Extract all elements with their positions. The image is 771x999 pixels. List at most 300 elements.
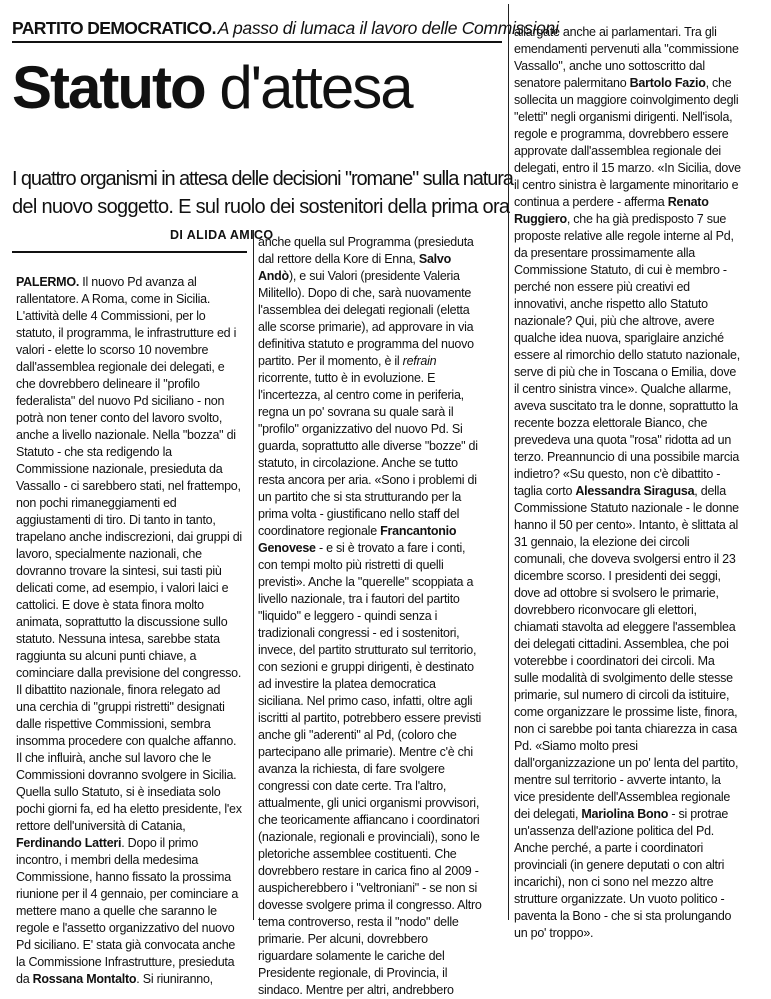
text-run: partecipano alle primarie). Mentre c'è chi: [258, 745, 473, 759]
text-line: [16, 886, 248, 903]
text-run: iscritti al partito, potrebbero essere previsti: [258, 711, 482, 725]
text-line: [514, 432, 764, 449]
text-run: ad investire la platea democratica: [258, 677, 436, 691]
text-run: . Dopo il primo: [121, 836, 199, 850]
text-line: [258, 302, 508, 319]
text-line: [514, 109, 764, 126]
text-run: Commissione Statuto, di cui è membro -: [514, 263, 727, 277]
text-line: [514, 245, 764, 262]
text-run: aveva suscitato tra le donne, soprattutto la: [514, 399, 738, 413]
text-line: [258, 540, 508, 557]
text-run: coordinatore regionale: [258, 524, 381, 538]
kicker-section: PARTITO DEMOCRATICO.: [12, 18, 216, 38]
text-line: [16, 818, 248, 835]
text-run: ricorrente, tutto è in evoluzione. E: [258, 371, 436, 385]
text-line: [514, 313, 764, 330]
text-line: [16, 852, 248, 869]
text-line: [514, 177, 764, 194]
name-highlight: Alessandra Siragusa: [575, 484, 695, 498]
text-run: Il che influirà, anche sul lavoro che le: [16, 751, 211, 765]
text-run: vice presidente dell'Assemblea regionale: [514, 790, 731, 804]
text-line: [258, 319, 508, 336]
text-run: Il dibattito nazionale, finora relegato ad: [16, 683, 221, 697]
text-line: [16, 580, 248, 597]
text-run: perché non essere più creativi ed: [514, 280, 690, 294]
text-run: come organizzare le prossime liste, finora,: [514, 705, 738, 719]
text-run: incarichi), non ci sono nel mezzo altre: [514, 875, 714, 889]
text-run: chiamati stavolta ad eleggere l'assemblea: [514, 620, 736, 634]
headline: [12, 52, 507, 124]
text-run: la Commissione Infrastrutture, presieduta: [16, 955, 235, 969]
text-run: che dovrebbero delineare il "profilo: [16, 377, 200, 391]
text-run: . Si riuniranno,: [136, 972, 213, 986]
text-line: [258, 965, 508, 982]
text-run: dovrebbero riconvocare gli elettori,: [514, 603, 697, 617]
text-line: [258, 642, 508, 659]
text-line: [514, 24, 764, 41]
text-line: [16, 937, 248, 954]
text-line: [258, 914, 508, 931]
text-run: definitiva statuto e programma del nuovo: [258, 337, 474, 351]
text-run: guarda, soprattutto alle diverse "bozze" di: [258, 439, 478, 453]
text-line: [514, 619, 764, 636]
text-run: una cerchia di "gruppi ristretti" designati: [16, 700, 225, 714]
text-run: Pd siciliano. E' stata già convocata anche: [16, 938, 236, 952]
text-line: [514, 585, 764, 602]
headline-bold: Statuto: [12, 54, 205, 121]
text-run: il centro sinistra vince». Qualche allarme,: [514, 382, 732, 396]
text-line: [16, 478, 248, 495]
text-line: [514, 670, 764, 687]
text-line: [514, 755, 764, 772]
text-run: rettore dell'università di Catania,: [16, 819, 186, 833]
text-run: approvate dall'assemblea regionale dei: [514, 144, 721, 158]
text-line: [258, 744, 508, 761]
text-line: [514, 211, 764, 228]
text-line: [258, 285, 508, 302]
text-line: [258, 421, 508, 438]
text-line: [16, 495, 248, 512]
text-line: [16, 801, 248, 818]
name-highlight: Francantonio: [380, 524, 457, 538]
text-run: Pd. «Siamo molto presi: [514, 739, 638, 753]
text-run: insomma procedere con qualche affanno.: [16, 734, 237, 748]
text-line: [16, 835, 248, 852]
text-run: , che ha già predisposto 7 sue: [566, 212, 727, 226]
text-run: Vassallo - ci sarebbero stati, nel frattempo,: [16, 479, 241, 493]
text-line: [258, 812, 508, 829]
text-line: [16, 631, 248, 648]
kicker-rule: [12, 41, 502, 43]
text-line: [514, 415, 764, 432]
text-run: nazionale? Qui, più che altrove, avere: [514, 314, 715, 328]
text-run: con tempi molto più ristretti di quelli: [258, 558, 444, 572]
text-line: [514, 160, 764, 177]
text-run: proposte relative alle regole interne al Pd,: [514, 229, 734, 243]
text-line: [258, 455, 508, 472]
byline-author: ALIDA AMICO: [186, 228, 274, 242]
name-highlight: Renato: [667, 195, 709, 209]
text-line: [16, 512, 248, 529]
text-run: delicati come, ad esempio, i valori laici e: [16, 581, 229, 595]
text-line: [16, 716, 248, 733]
text-line: [258, 863, 508, 880]
text-line: [514, 194, 764, 211]
name-highlight: Genovese: [258, 541, 316, 555]
text-line: [514, 517, 764, 534]
name-highlight: Rossana Montalto: [32, 972, 137, 986]
text-line: [258, 591, 508, 608]
text-line: [514, 840, 764, 857]
text-run: dal rettore della Kore di Enna,: [258, 252, 419, 266]
text-run: Statuto - che sta redigendo la: [16, 445, 172, 459]
text-line: [16, 665, 248, 682]
byline-rule: [12, 251, 247, 253]
text-run: il centro sinistra è largamente minoritario e: [514, 178, 739, 192]
text-run: sulle modalità di svolgimento delle stesse: [514, 671, 733, 685]
text-line: [514, 738, 764, 755]
text-run: dall'assemblea regionale dei delegati, e: [16, 360, 225, 374]
text-run: lavoro, specialmente nazionali, che: [16, 547, 202, 561]
text-run: valori - elette lo scorso 10 novembre: [16, 343, 209, 357]
text-line: [16, 767, 248, 784]
text-line: [514, 687, 764, 704]
text-run: l'assemblea dei delegati regionali (eletta: [258, 303, 470, 317]
text-run: regole e programma, dovrebbero essere: [514, 127, 729, 141]
text-run: riunione per il 4 gennaio, per cominciare a: [16, 887, 239, 901]
article-column-3: [514, 24, 764, 942]
text-line: [514, 364, 764, 381]
text-line: [258, 897, 508, 914]
text-line: [258, 829, 508, 846]
text-run: avanza la richiesta, di fare svolgere: [258, 762, 445, 776]
text-line: [258, 625, 508, 642]
text-run: paventa la Bono - che si sta prolungando: [514, 909, 732, 923]
text-run: rallentatore. A Roma, come in Sicilia.: [16, 292, 211, 306]
text-line: [514, 58, 764, 75]
text-run: trapelano anche indiscrezioni, dai gruppi di: [16, 530, 242, 544]
text-line: [514, 483, 764, 500]
text-line: [16, 461, 248, 478]
text-run: "eletti" negli organismi dirigenti. Nell'isola,: [514, 110, 733, 124]
text-run: provinciali (in genere deputati o con altri: [514, 858, 725, 872]
text-run: pletoriche assemblee costituenti. Che: [258, 847, 457, 861]
text-run: strutture organizzate. Un vuoto politico -: [514, 892, 725, 906]
text-line: [258, 761, 508, 778]
text-line: [16, 393, 248, 410]
text-run: taglia corto: [514, 484, 576, 498]
text-run: - si protrae: [668, 807, 729, 821]
text-line: [514, 92, 764, 109]
text-line: [258, 948, 508, 965]
subheadline: [12, 165, 513, 221]
kicker: [12, 18, 559, 39]
text-run: incontro, i membri della medesima: [16, 853, 199, 867]
text-run: un po' troppo».: [514, 926, 594, 940]
byline-prefix: DI: [170, 228, 184, 242]
text-run: regole e l'assetto organizzativo del nuovo: [16, 921, 235, 935]
article-column-1: [16, 274, 248, 988]
text-run: dovrebbero restare in carica fino al 2009 -: [258, 864, 479, 878]
text-line: [258, 778, 508, 795]
text-run: l'incertezza, al centro come in periferia,: [258, 388, 464, 402]
text-run: con sezioni e gruppi dirigenti, è destinato: [258, 660, 474, 674]
name-highlight: Ruggiero: [514, 212, 567, 226]
name-highlight: Bartolo Fazio: [629, 76, 706, 90]
text-line: [514, 279, 764, 296]
text-run: indietro? «Su questo, non c'è dibattito -: [514, 467, 721, 481]
text-run: attualmente, gli unici organismi provvisori,: [258, 796, 480, 810]
text-run: "liquido" e leggero - quindi senza i: [258, 609, 438, 623]
text-run: auspicherebbero i "veltroniani" - se non si: [258, 881, 478, 895]
text-run: anche quella sul Programma (presieduta: [258, 235, 474, 249]
text-run: siciliana. Nel primo caso, infatti, oltre agli: [258, 694, 473, 708]
text-run: senatore palermitano: [514, 76, 630, 90]
text-run: voterebbe i coordinatori dei circoli. Ma: [514, 654, 715, 668]
text-run: primarie. Per alcuni, dovrebbero: [258, 932, 428, 946]
text-run: statuto, in circolazione. Anche se tutto: [258, 456, 458, 470]
text-line: [258, 880, 508, 897]
text-run: essere al rimorchio dello statuto nazionale,: [514, 348, 740, 362]
text-line: [514, 789, 764, 806]
text-line: [16, 376, 248, 393]
text-line: [514, 41, 764, 58]
text-run: dalle rispettive Commissioni, sembra: [16, 717, 211, 731]
text-line: [258, 472, 508, 489]
text-line: [258, 370, 508, 387]
text-line: [514, 602, 764, 619]
italic-term: refrain: [402, 354, 437, 368]
text-run: da presentare prossimamente alla: [514, 246, 695, 260]
text-run: Vassallo", anche uno sottoscritto dal: [514, 59, 705, 73]
text-run: Quella sullo Statuto, si è insediata solo: [16, 785, 221, 799]
text-run: sindaco. Mentre per altri, andrebbero: [258, 983, 454, 997]
text-line: [514, 704, 764, 721]
text-line: [16, 359, 248, 376]
text-run: Il nuovo Pd avanza al: [79, 275, 197, 289]
text-line: [258, 846, 508, 863]
text-run: Commissione, hanno fissato la prossima: [16, 870, 231, 884]
text-run: mentre sul territorio - avverte intanto, la: [514, 773, 721, 787]
text-run: animata, soprattutto la discussione sullo: [16, 615, 228, 629]
name-highlight: Mariolina Bono: [581, 807, 669, 821]
text-run: mettere mano a quelle che saranno le: [16, 904, 217, 918]
text-run: anche a livello nazionale. Nella "bozza" di: [16, 428, 236, 442]
text-line: [514, 381, 764, 398]
text-run: - e si è trovato a fare i conti,: [315, 541, 466, 555]
text-run: primarie, sul numero di circoli da istituire,: [514, 688, 730, 702]
text-line: [258, 251, 508, 268]
text-run: da: [16, 972, 33, 986]
text-run: un partito che si sta strutturando per la: [258, 490, 462, 504]
text-run: Presidente regionale, di Provincia, il: [258, 966, 448, 980]
name-highlight: Andò: [258, 269, 289, 283]
text-line: [514, 143, 764, 160]
text-line: [16, 274, 248, 291]
text-line: [514, 330, 764, 347]
text-run: raggiunta su alcuni punti chiave, a: [16, 649, 197, 663]
text-line: [514, 653, 764, 670]
text-run: aggiustamenti di tiro. Di tanto in tanto,: [16, 513, 216, 527]
text-run: statuto, il programma, le infrastrutture ed i: [16, 326, 237, 340]
text-run: tradizionali congressi - ed i sostenitori,: [258, 626, 460, 640]
text-line: [258, 268, 508, 285]
text-run: hanno il 50 per cento». Intanto, è slittata al: [514, 518, 739, 532]
text-line: [258, 557, 508, 574]
text-line: [258, 931, 508, 948]
text-line: [514, 296, 764, 313]
text-run: partito. Per il momento, è il: [258, 354, 403, 368]
text-line: [514, 721, 764, 738]
text-run: un'assenza dell'azione politica del Pd.: [514, 824, 715, 838]
text-run: dovesse svolgere prima il congresso. Altro: [258, 898, 482, 912]
text-run: innovativi, anche rispetto allo Statuto: [514, 297, 708, 311]
text-line: [16, 682, 248, 699]
article-column-2: [258, 234, 508, 999]
subheadline-line: I quattro organismi in attesa delle decisioni "romane" sulla natura: [12, 168, 513, 190]
column-divider: [508, 4, 509, 920]
text-run: , della: [694, 484, 726, 498]
text-run: serve di più che in Toscana o Emilia, dove: [514, 365, 737, 379]
text-run: continua a perdere - afferma: [514, 195, 668, 209]
text-run: Commissioni dovranno svolgere in Sicilia.: [16, 768, 237, 782]
text-run: terzo. Preannuncio di una possibile marcia: [514, 450, 740, 464]
text-line: [258, 489, 508, 506]
text-line: [16, 954, 248, 971]
text-line: [514, 75, 764, 92]
text-line: [16, 920, 248, 937]
text-run: federalista" del nuovo Pd siciliano - non: [16, 394, 225, 408]
text-line: [514, 568, 764, 585]
text-line: [514, 636, 764, 653]
text-run: delegati, entro il 15 marzo. «In Sicilia, dove: [514, 161, 741, 175]
text-line: [16, 342, 248, 359]
text-run: 31 gennaio, la elezione dei circoli: [514, 535, 690, 549]
text-line: [514, 228, 764, 245]
name-highlight: Ferdinando Latteri: [16, 836, 122, 850]
text-line: [258, 676, 508, 693]
text-line: [16, 869, 248, 886]
text-line: [16, 648, 248, 665]
text-run: regna un po' sovrana su quale sarà il: [258, 405, 454, 419]
text-line: [258, 353, 508, 370]
text-run: Militello). Dopo di che, sarà nuovamente: [258, 286, 472, 300]
subheadline-line: del nuovo soggetto. E sul ruolo dei sostenitori della prima ora: [12, 196, 510, 218]
text-run: che teoricamente affiancano i coordinatori: [258, 813, 480, 827]
text-line: [16, 308, 248, 325]
text-line: [16, 597, 248, 614]
text-run: anche gli "aderenti" al Pd, (coloro che: [258, 728, 457, 742]
text-line: [258, 727, 508, 744]
text-run: resta ancora per aria. «Sono i problemi di: [258, 473, 477, 487]
text-line: [258, 982, 508, 999]
text-run: comunali, che doveva svolgersi entro il 23: [514, 552, 736, 566]
text-line: [16, 427, 248, 444]
text-run: recente bozza elettorale Bianco, che: [514, 416, 708, 430]
text-line: [514, 551, 764, 568]
text-run: pochi giorni fa, ed ha eletto presidente, l'ex: [16, 802, 242, 816]
text-line: [514, 262, 764, 279]
text-run: sollecita un maggiore coinvolgimento degli: [514, 93, 739, 107]
kicker-text: A passo di lumaca il lavoro delle Commissioni: [217, 18, 559, 38]
text-run: cominciare dalla previsione del congresso.: [16, 666, 242, 680]
text-run: ), e sui Valori (presidente Valeria: [288, 269, 460, 283]
text-line: [16, 903, 248, 920]
text-line: [514, 466, 764, 483]
text-line: [258, 336, 508, 353]
text-run: Anche perché, a parte i coordinatori: [514, 841, 704, 855]
text-line: [514, 857, 764, 874]
text-line: [258, 608, 508, 625]
text-run: prevedeva una quota "rosa" ridotta ad un: [514, 433, 732, 447]
text-run: non pochi rimaneggiamenti ed: [16, 496, 177, 510]
text-line: [16, 733, 248, 750]
text-run: statuto. Nessuna intesa, sarebbe stata: [16, 632, 220, 646]
text-line: [16, 699, 248, 716]
text-run: cattolici. E dove è stata finora molto: [16, 598, 204, 612]
text-line: [514, 925, 764, 942]
text-run: L'attività delle 4 Commissioni, per lo: [16, 309, 206, 323]
text-run: dei delegati,: [514, 807, 582, 821]
text-line: [258, 506, 508, 523]
text-line: [514, 823, 764, 840]
text-line: [16, 410, 248, 427]
text-line: [258, 795, 508, 812]
text-run: allargate anche ai parlamentari. Tra gli: [514, 25, 717, 39]
text-run: dove ad ottobre si svolsero le primarie,: [514, 586, 719, 600]
text-run: emendamenti pervenuti alla "commissione: [514, 42, 739, 56]
text-run: Commissione nazionale, presieduta da: [16, 462, 223, 476]
text-line: [258, 234, 508, 251]
text-run: alle scorse primarie), ad approvare in via: [258, 320, 474, 334]
text-run: dall'organizzazione un po' lenta del partito,: [514, 756, 739, 770]
name-highlight: Salvo: [418, 252, 451, 266]
text-line: [16, 291, 248, 308]
text-run: prima volta - giustificano nello staff del: [258, 507, 460, 521]
text-line: [258, 404, 508, 421]
text-line: [16, 614, 248, 631]
text-line: [258, 710, 508, 727]
text-line: [16, 546, 248, 563]
text-line: [258, 438, 508, 455]
text-line: [514, 891, 764, 908]
text-line: [514, 534, 764, 551]
text-line: [514, 398, 764, 415]
text-run: dei delegati cittadini. Assemblea, che poi: [514, 637, 729, 651]
text-line: [16, 444, 248, 461]
text-run: "profilo" organizzativo del nuovo Pd. Si: [258, 422, 463, 436]
text-run: (nazionale, regionali e provinciali), sono le: [258, 830, 480, 844]
text-line: [258, 387, 508, 404]
text-run: Commissione Statuto nazionale - le donne: [514, 501, 739, 515]
text-run: non ci sarebbe poi tanta chiarezza in casa: [514, 722, 737, 736]
text-line: [258, 523, 508, 540]
text-line: [514, 806, 764, 823]
text-line: [514, 874, 764, 891]
text-line: [258, 693, 508, 710]
text-line: [514, 908, 764, 925]
text-line: [16, 784, 248, 801]
text-line: [514, 449, 764, 466]
text-line: [16, 563, 248, 580]
text-run: congressi con date certe. Tra l'altro,: [258, 779, 447, 793]
text-run: livello nazionale, tra i fautori del partito: [258, 592, 460, 606]
text-line: [16, 971, 248, 988]
text-line: [16, 529, 248, 546]
name-highlight: PALERMO.: [16, 275, 80, 289]
text-line: [16, 325, 248, 342]
text-line: [258, 574, 508, 591]
